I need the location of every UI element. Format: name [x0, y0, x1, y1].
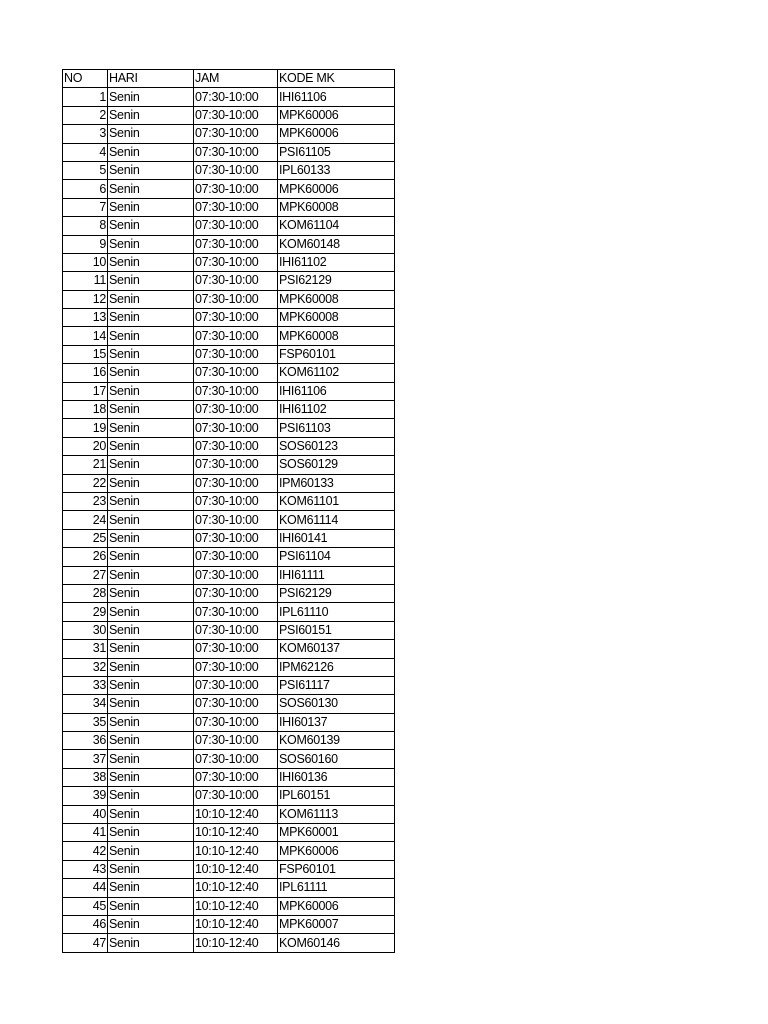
cell-no: 4 [63, 143, 108, 161]
cell-no: 41 [63, 824, 108, 842]
table-body [63, 88, 395, 952]
cell-kode-mk: IHI60136 [278, 768, 395, 786]
cell-hari: Senin [108, 805, 194, 823]
cell-kode-mk: KOM61114 [278, 511, 395, 529]
cell-no: 42 [63, 842, 108, 860]
cell-kode-mk: MPK60007 [278, 915, 395, 933]
header-no: NO [63, 70, 108, 88]
cell-no: 16 [63, 364, 108, 382]
cell-hari: Senin [108, 437, 194, 455]
cell-jam: 07:30-10:00 [194, 198, 278, 216]
cell-no: 9 [63, 235, 108, 253]
table-row [63, 842, 395, 860]
cell-hari: Senin [108, 364, 194, 382]
cell-jam: 07:30-10:00 [194, 732, 278, 750]
cell-hari: Senin [108, 161, 194, 179]
cell-no: 37 [63, 750, 108, 768]
cell-no: 6 [63, 180, 108, 198]
cell-jam: 07:30-10:00 [194, 161, 278, 179]
cell-jam: 07:30-10:00 [194, 401, 278, 419]
cell-no: 25 [63, 529, 108, 547]
cell-jam: 07:30-10:00 [194, 106, 278, 124]
cell-no: 33 [63, 676, 108, 694]
cell-kode-mk: IHI60137 [278, 713, 395, 731]
cell-jam: 07:30-10:00 [194, 658, 278, 676]
cell-hari: Senin [108, 253, 194, 271]
cell-kode-mk: KOM60148 [278, 235, 395, 253]
table-row [63, 198, 395, 216]
cell-hari: Senin [108, 327, 194, 345]
cell-no: 2 [63, 106, 108, 124]
table-row [63, 235, 395, 253]
cell-jam: 07:30-10:00 [194, 676, 278, 694]
cell-jam: 07:30-10:00 [194, 382, 278, 400]
cell-jam: 07:30-10:00 [194, 695, 278, 713]
table-row [63, 787, 395, 805]
cell-jam: 10:10-12:40 [194, 860, 278, 878]
cell-hari: Senin [108, 198, 194, 216]
cell-hari: Senin [108, 640, 194, 658]
cell-jam: 07:30-10:00 [194, 125, 278, 143]
cell-no: 24 [63, 511, 108, 529]
cell-kode-mk: KOM60137 [278, 640, 395, 658]
cell-no: 46 [63, 915, 108, 933]
cell-no: 39 [63, 787, 108, 805]
cell-jam: 07:30-10:00 [194, 529, 278, 547]
table-row [63, 437, 395, 455]
table-row [63, 217, 395, 235]
cell-hari: Senin [108, 621, 194, 639]
cell-no: 23 [63, 492, 108, 510]
table-row [63, 897, 395, 915]
cell-jam: 07:30-10:00 [194, 621, 278, 639]
cell-no: 13 [63, 309, 108, 327]
cell-jam: 07:30-10:00 [194, 566, 278, 584]
cell-no: 47 [63, 934, 108, 952]
table-row [63, 180, 395, 198]
cell-jam: 07:30-10:00 [194, 364, 278, 382]
cell-jam: 10:10-12:40 [194, 824, 278, 842]
cell-jam: 07:30-10:00 [194, 235, 278, 253]
cell-no: 18 [63, 401, 108, 419]
cell-jam: 07:30-10:00 [194, 713, 278, 731]
cell-kode-mk: MPK60006 [278, 842, 395, 860]
table-row [63, 621, 395, 639]
cell-jam: 07:30-10:00 [194, 787, 278, 805]
cell-hari: Senin [108, 915, 194, 933]
table-row [63, 566, 395, 584]
table-row [63, 492, 395, 510]
header-jam: JAM [194, 70, 278, 88]
cell-jam: 07:30-10:00 [194, 750, 278, 768]
cell-kode-mk: SOS60160 [278, 750, 395, 768]
cell-no: 30 [63, 621, 108, 639]
cell-kode-mk: MPK60006 [278, 897, 395, 915]
table-row [63, 382, 395, 400]
cell-kode-mk: IHI61102 [278, 253, 395, 271]
cell-no: 14 [63, 327, 108, 345]
cell-hari: Senin [108, 787, 194, 805]
cell-no: 22 [63, 474, 108, 492]
cell-jam: 10:10-12:40 [194, 897, 278, 915]
cell-kode-mk: IHI60141 [278, 529, 395, 547]
cell-hari: Senin [108, 713, 194, 731]
cell-hari: Senin [108, 180, 194, 198]
table-row [63, 456, 395, 474]
cell-jam: 07:30-10:00 [194, 584, 278, 602]
table-row [63, 253, 395, 271]
cell-jam: 07:30-10:00 [194, 768, 278, 786]
cell-jam: 07:30-10:00 [194, 437, 278, 455]
table-row [63, 143, 395, 161]
cell-kode-mk: IHI61111 [278, 566, 395, 584]
cell-no: 26 [63, 548, 108, 566]
cell-hari: Senin [108, 842, 194, 860]
table-row [63, 88, 395, 106]
cell-kode-mk: KOM61104 [278, 217, 395, 235]
cell-no: 38 [63, 768, 108, 786]
cell-hari: Senin [108, 584, 194, 602]
table-row [63, 309, 395, 327]
cell-jam: 07:30-10:00 [194, 253, 278, 271]
cell-jam: 10:10-12:40 [194, 915, 278, 933]
table-row [63, 345, 395, 363]
cell-jam: 07:30-10:00 [194, 474, 278, 492]
cell-hari: Senin [108, 106, 194, 124]
table-row [63, 474, 395, 492]
cell-hari: Senin [108, 235, 194, 253]
cell-no: 40 [63, 805, 108, 823]
table-row [63, 364, 395, 382]
table-row [63, 529, 395, 547]
cell-kode-mk: PSI61103 [278, 419, 395, 437]
header-kode-mk: KODE MK [278, 70, 395, 88]
table-row [63, 272, 395, 290]
cell-hari: Senin [108, 419, 194, 437]
cell-hari: Senin [108, 860, 194, 878]
cell-kode-mk: MPK60006 [278, 180, 395, 198]
cell-no: 3 [63, 125, 108, 143]
table-row [63, 860, 395, 878]
table-row [63, 732, 395, 750]
cell-no: 7 [63, 198, 108, 216]
cell-kode-mk: IHI61102 [278, 401, 395, 419]
cell-jam: 07:30-10:00 [194, 180, 278, 198]
cell-jam: 07:30-10:00 [194, 345, 278, 363]
cell-hari: Senin [108, 934, 194, 952]
cell-jam: 07:30-10:00 [194, 548, 278, 566]
table-row [63, 805, 395, 823]
cell-no: 15 [63, 345, 108, 363]
cell-kode-mk: IPL61110 [278, 603, 395, 621]
cell-kode-mk: IHI61106 [278, 88, 395, 106]
table-row [63, 915, 395, 933]
cell-jam: 10:10-12:40 [194, 842, 278, 860]
cell-hari: Senin [108, 290, 194, 308]
cell-hari: Senin [108, 345, 194, 363]
cell-hari: Senin [108, 309, 194, 327]
cell-kode-mk: IPM62126 [278, 658, 395, 676]
cell-kode-mk: PSI61104 [278, 548, 395, 566]
cell-no: 45 [63, 897, 108, 915]
cell-hari: Senin [108, 474, 194, 492]
cell-kode-mk: SOS60123 [278, 437, 395, 455]
cell-kode-mk: MPK60001 [278, 824, 395, 842]
cell-kode-mk: KOM60139 [278, 732, 395, 750]
table-row [63, 584, 395, 602]
cell-hari: Senin [108, 566, 194, 584]
table-row [63, 658, 395, 676]
cell-kode-mk: MPK60006 [278, 125, 395, 143]
cell-kode-mk: PSI61105 [278, 143, 395, 161]
cell-kode-mk: SOS60129 [278, 456, 395, 474]
cell-no: 28 [63, 584, 108, 602]
cell-no: 11 [63, 272, 108, 290]
cell-jam: 10:10-12:40 [194, 879, 278, 897]
table-row [63, 327, 395, 345]
cell-jam: 07:30-10:00 [194, 456, 278, 474]
cell-hari: Senin [108, 824, 194, 842]
cell-no: 5 [63, 161, 108, 179]
table-row [63, 290, 395, 308]
cell-hari: Senin [108, 456, 194, 474]
cell-kode-mk: FSP60101 [278, 860, 395, 878]
cell-kode-mk: MPK60008 [278, 290, 395, 308]
cell-no: 31 [63, 640, 108, 658]
table-row [63, 419, 395, 437]
cell-hari: Senin [108, 768, 194, 786]
cell-no: 8 [63, 217, 108, 235]
cell-no: 12 [63, 290, 108, 308]
table-row [63, 106, 395, 124]
cell-hari: Senin [108, 548, 194, 566]
cell-kode-mk: PSI62129 [278, 272, 395, 290]
table-row [63, 603, 395, 621]
cell-hari: Senin [108, 529, 194, 547]
cell-hari: Senin [108, 897, 194, 915]
table-row [63, 676, 395, 694]
cell-kode-mk: PSI62129 [278, 584, 395, 602]
table-row [63, 934, 395, 952]
table-row [63, 640, 395, 658]
cell-hari: Senin [108, 401, 194, 419]
table-row [63, 695, 395, 713]
cell-no: 35 [63, 713, 108, 731]
cell-no: 10 [63, 253, 108, 271]
table-row [63, 713, 395, 731]
cell-jam: 07:30-10:00 [194, 88, 278, 106]
cell-jam: 07:30-10:00 [194, 419, 278, 437]
cell-jam: 07:30-10:00 [194, 492, 278, 510]
cell-kode-mk: MPK60008 [278, 309, 395, 327]
cell-kode-mk: SOS60130 [278, 695, 395, 713]
cell-hari: Senin [108, 695, 194, 713]
cell-jam: 07:30-10:00 [194, 309, 278, 327]
cell-jam: 07:30-10:00 [194, 327, 278, 345]
cell-jam: 07:30-10:00 [194, 640, 278, 658]
cell-kode-mk: MPK60008 [278, 198, 395, 216]
table-row [63, 548, 395, 566]
table-row [63, 750, 395, 768]
schedule-table [62, 69, 395, 953]
cell-hari: Senin [108, 88, 194, 106]
cell-hari: Senin [108, 658, 194, 676]
cell-no: 27 [63, 566, 108, 584]
cell-no: 21 [63, 456, 108, 474]
cell-no: 32 [63, 658, 108, 676]
cell-hari: Senin [108, 750, 194, 768]
cell-no: 44 [63, 879, 108, 897]
cell-hari: Senin [108, 511, 194, 529]
cell-jam: 07:30-10:00 [194, 603, 278, 621]
cell-jam: 07:30-10:00 [194, 290, 278, 308]
cell-hari: Senin [108, 217, 194, 235]
cell-hari: Senin [108, 382, 194, 400]
cell-kode-mk: PSI61117 [278, 676, 395, 694]
cell-kode-mk: MPK60008 [278, 327, 395, 345]
table-row [63, 125, 395, 143]
cell-no: 29 [63, 603, 108, 621]
cell-kode-mk: IHI61106 [278, 382, 395, 400]
table-row [63, 824, 395, 842]
header-hari: HARI [108, 70, 194, 88]
table-row [63, 401, 395, 419]
cell-hari: Senin [108, 603, 194, 621]
cell-no: 36 [63, 732, 108, 750]
cell-jam: 10:10-12:40 [194, 934, 278, 952]
cell-kode-mk: KOM60146 [278, 934, 395, 952]
cell-kode-mk: PSI60151 [278, 621, 395, 639]
cell-no: 1 [63, 88, 108, 106]
table-row [63, 161, 395, 179]
cell-hari: Senin [108, 676, 194, 694]
cell-hari: Senin [108, 492, 194, 510]
cell-kode-mk: IPM60133 [278, 474, 395, 492]
cell-jam: 10:10-12:40 [194, 805, 278, 823]
cell-jam: 07:30-10:00 [194, 143, 278, 161]
cell-jam: 07:30-10:00 [194, 217, 278, 235]
cell-no: 20 [63, 437, 108, 455]
cell-no: 34 [63, 695, 108, 713]
cell-hari: Senin [108, 272, 194, 290]
cell-kode-mk: KOM61101 [278, 492, 395, 510]
cell-no: 19 [63, 419, 108, 437]
cell-jam: 07:30-10:00 [194, 511, 278, 529]
cell-kode-mk: FSP60101 [278, 345, 395, 363]
table-row [63, 511, 395, 529]
cell-hari: Senin [108, 143, 194, 161]
cell-jam: 07:30-10:00 [194, 272, 278, 290]
cell-kode-mk: KOM61102 [278, 364, 395, 382]
cell-kode-mk: IPL60133 [278, 161, 395, 179]
cell-no: 17 [63, 382, 108, 400]
cell-kode-mk: IPL60151 [278, 787, 395, 805]
cell-hari: Senin [108, 125, 194, 143]
cell-hari: Senin [108, 732, 194, 750]
cell-hari: Senin [108, 879, 194, 897]
cell-kode-mk: KOM61113 [278, 805, 395, 823]
cell-kode-mk: MPK60006 [278, 106, 395, 124]
table-row [63, 768, 395, 786]
cell-no: 43 [63, 860, 108, 878]
cell-kode-mk: IPL61111 [278, 879, 395, 897]
header-row [63, 70, 395, 88]
table-row [63, 879, 395, 897]
